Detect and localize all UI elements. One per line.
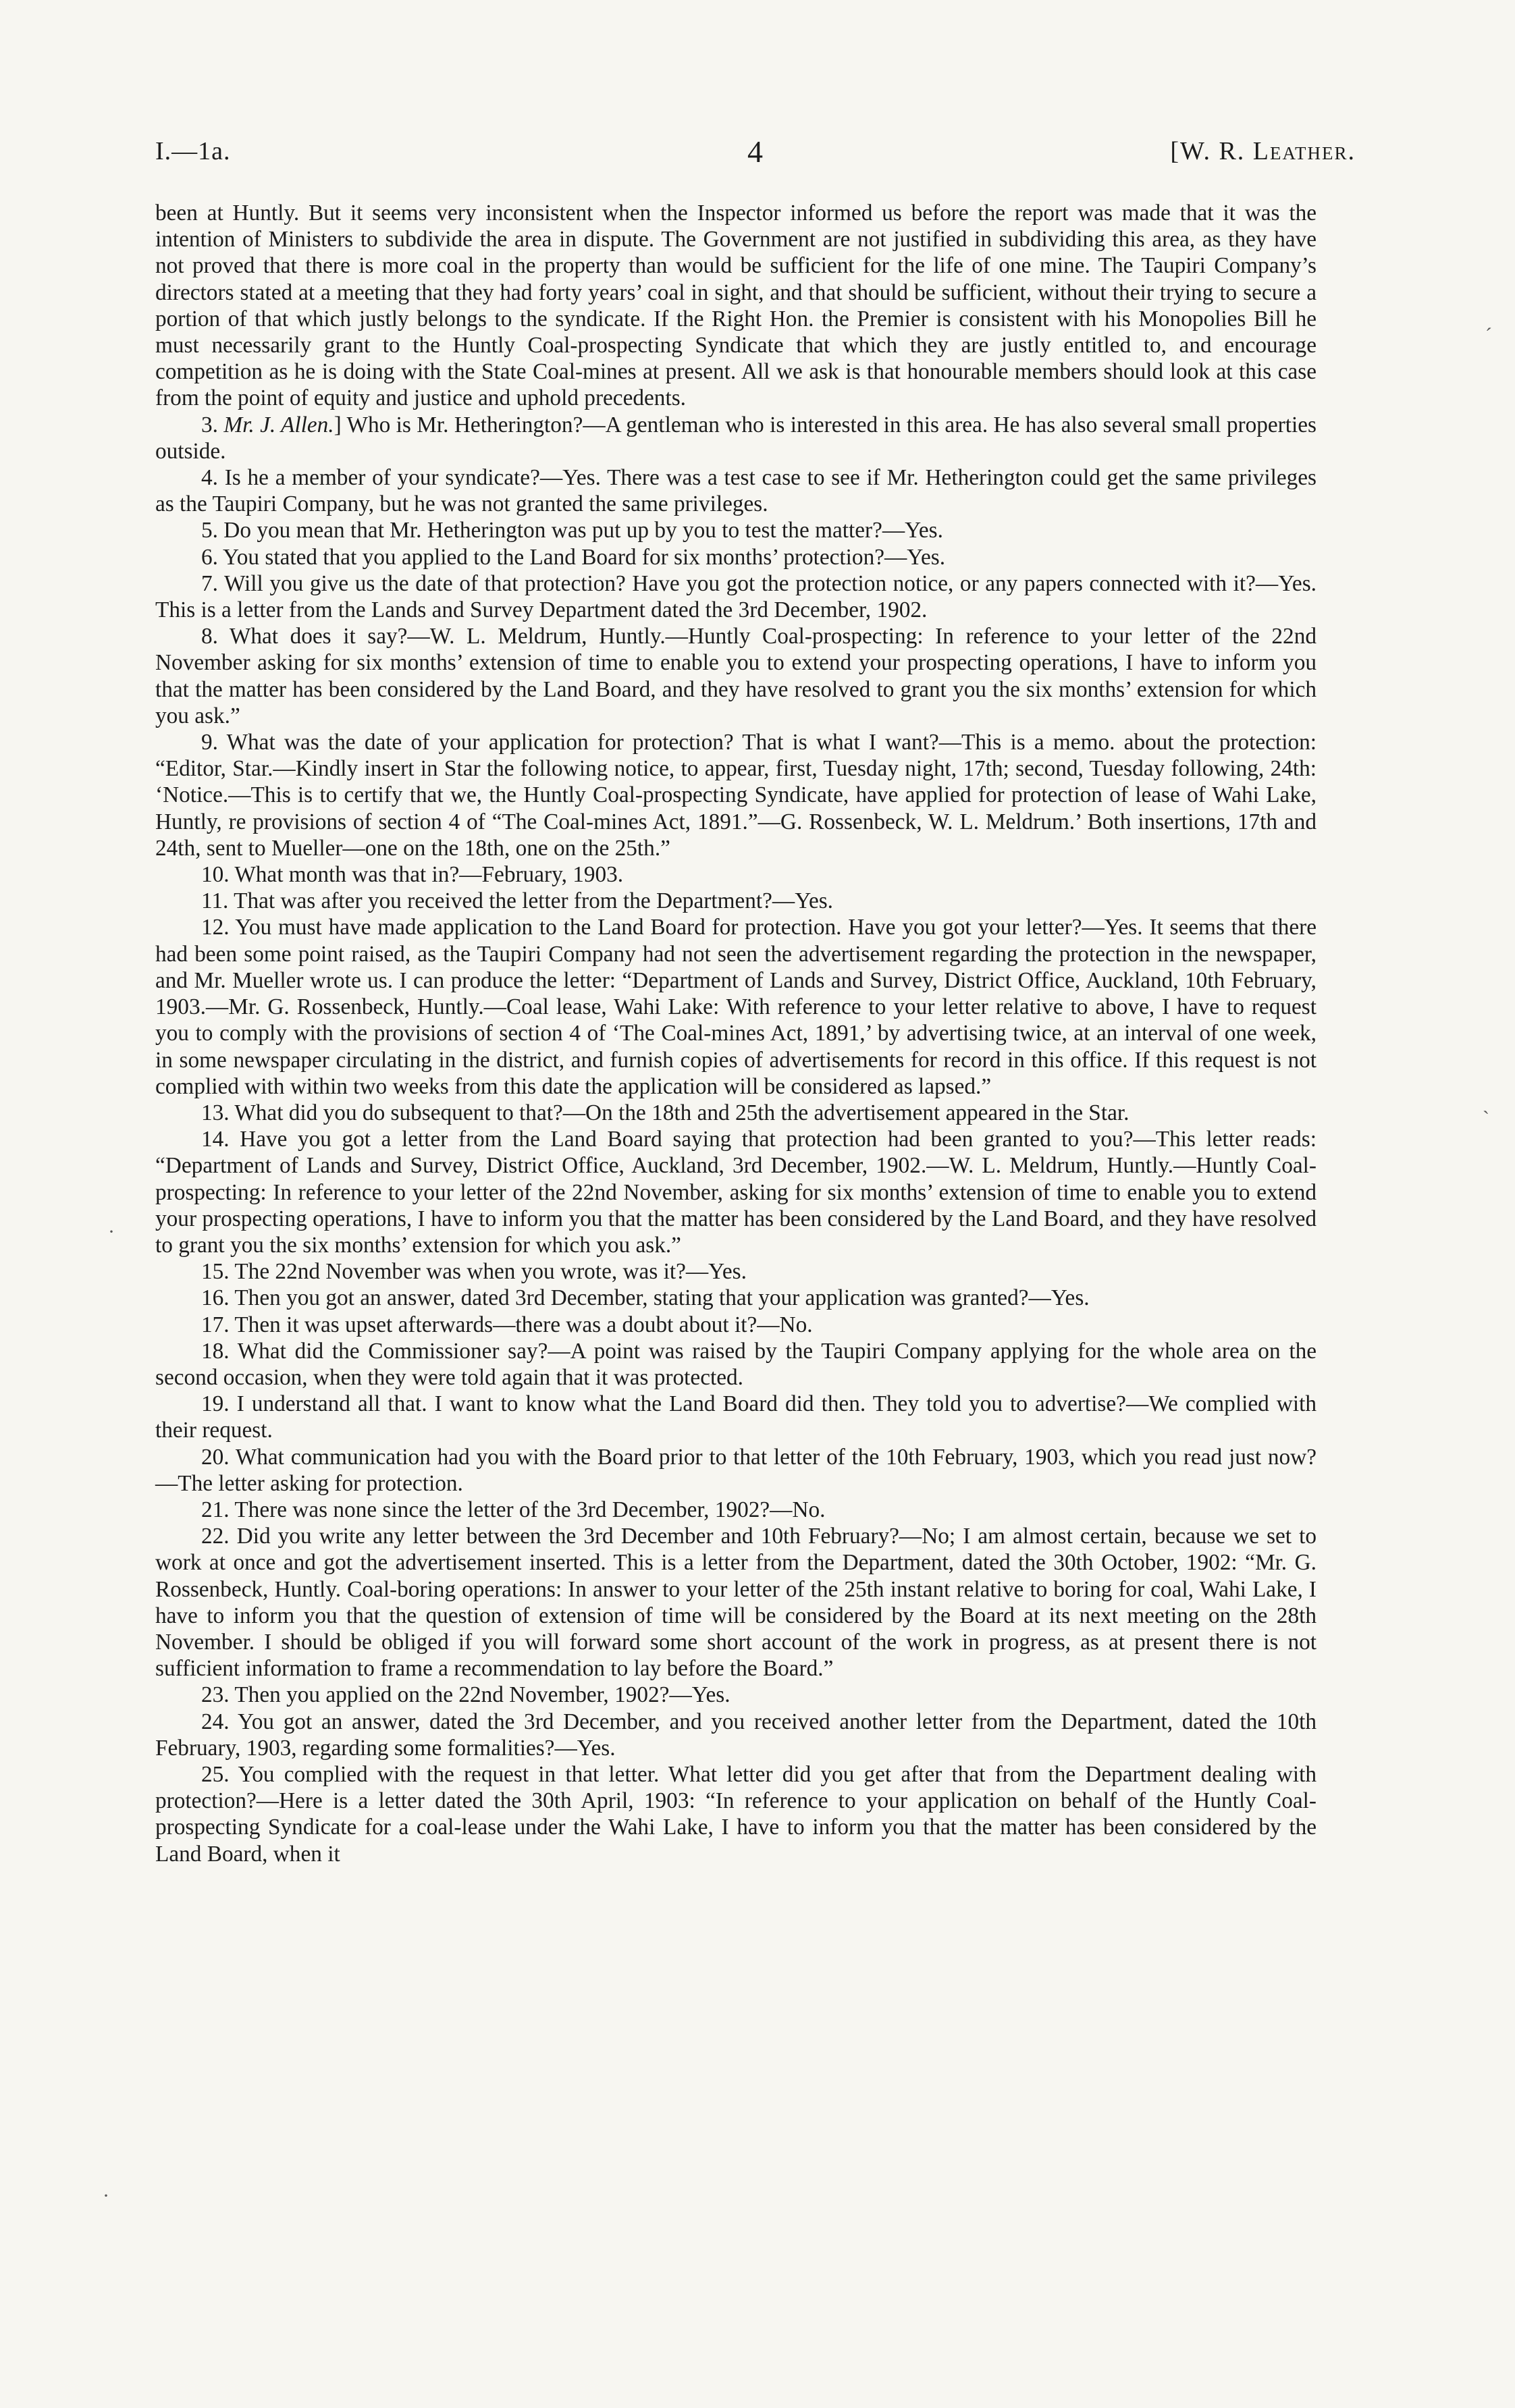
paragraph-9: 9. What was the date of your application for protection? That is what I want?—This is a memo. about the protection: “Editor, Star.—Kindly insert in Star the following notice, to appear, first, Tuesday night, 17th; second, Tuesday following, 24th: ‘Notice.—This is to certify that we, the Huntly Coal-prospecting Syndicate, have applied for protection of lease of Wahi Lake, Huntly, re provisions of section 4 of “The Coal-mines Act, 1891.”—G. Rossenbeck, W. L. Meldrum.’ Both insertions, 17th and 24th, sent to Mueller—one on the 18th, one on the 25th.” <box>155 730 1317 861</box>
paragraph-11: 11. That was after you received the letter from the Department?—Yes. <box>201 888 834 914</box>
page-header <box>155 136 1356 177</box>
speaker-name: Mr. J. Allen. <box>223 412 334 437</box>
paragraph-3 <box>155 412 1317 464</box>
paragraph-0: been at Huntly. But it seems very inconsistent when the Inspector informed us before the report was made that it was the intention of Ministers to subdivide the area in dispute. The Government are not justified in subdividing this area, as they have not proved that there is more coal in the property than would be sufficient for the life of one mine. The Taupiri Company’s directors stated at a meeting that they had forty years’ coal in sight, and that should be sufficient, without their trying to secure a portion of that which justly belongs to the syndicate. If the Right Hon. the Premier is consistent with his Monopolies Bill he must necessarily grant to the Huntly Coal-prospecting Syndicate that which they are justly entitled to, and encourage competition as he is doing with the State Coal-mines at present. All we ask is that honourable members should look at this case from the point of equity and justice and uphold precedents. <box>155 200 1317 411</box>
paragraph-20: 20. What communication had you with the Board prior to that letter of the 10th February, 1903, which you read just now?—The letter asking for protection. <box>155 1444 1317 1496</box>
margin-dot-mark: · <box>103 2185 109 2207</box>
question-number: 3. <box>201 412 224 437</box>
paragraph-5: 5. Do you mean that Mr. Hetherington was put up by you to test the matter?—Yes. <box>201 518 943 543</box>
answer-text: ] Who is Mr. Hetherington?—A gentleman who is interested in this area. He has also several small properties outside. <box>155 412 1317 464</box>
paragraph-16: 16. Then you got an answer, dated 3rd December, stating that your application was granted?—Yes. <box>201 1285 1090 1311</box>
paragraph-15: 15. The 22nd November was when you wrote, was it?—Yes. <box>201 1259 747 1285</box>
margin-tick-mark: ´ <box>1485 324 1492 346</box>
paragraph-6: 6. You stated that you applied to the Land Board for six months’ protection?—Yes. <box>201 544 946 570</box>
witness-name: [W. R. Leather. <box>1170 137 1356 165</box>
paragraph-24: 24. You got an answer, dated the 3rd December, and you received another letter from the Department, dated the 10th February, 1903, regarding some formalities?—Yes. <box>155 1709 1317 1761</box>
paper-reference: I.—1a. <box>155 137 231 165</box>
paragraph-18: 18. What did the Commissioner say?—A point was raised by the Taupiri Company applying for the whole area on the second occasion, when they were told again that it was protected. <box>155 1338 1317 1390</box>
paragraph-17: 17. Then it was upset afterwards—there was a doubt about it?—No. <box>201 1312 813 1337</box>
paragraph-10: 10. What month was that in?—February, 1903. <box>201 862 624 888</box>
paragraph-22: 22. Did you write any letter between the 3rd December and 10th February?—No; I am almost certain, because we set to work at once and got the advertisement inserted. This is a letter from the Department, dated the 30th October, 1902: “Mr. G. Rossenbeck, Huntly. Coal-boring operations: In answer to your letter of the 25th instant relative to boring for coal, Wahi Lake, I have to inform you that the question of extension of time will be considered by the Board at its next meeting on the 28th November. I should be obliged if you will forward some short account of the work in progress, as at present there is not sufficient information to frame a recommendation to lay before the Board.” <box>155 1524 1317 1682</box>
paragraph-12: 12. You must have made application to the Land Board for protection. Have you got your letter?—Yes. It seems that there had been some point raised, as the Taupiri Company had not seen the advertisement regarding the protection in the newspaper, and Mr. Mueller wrote us. I can produce the letter: “Department of Lands and Survey, District Office, Auckland, 10th February, 1903.—Mr. G. Rossenbeck, Huntly.—Coal lease, Wahi Lake: With reference to your letter relative to above, I have to request you to comply with the provisions of section 4 of ‘The Coal-mines Act, 1891,’ by advertising twice, at an interval of one week, in some newspaper circulating in the district, and furnish copies of advertisements for record in this office. If this request is not complied with within two weeks from this date the application will be considered as lapsed.” <box>155 915 1317 1099</box>
margin-dot-mark: · <box>108 1221 115 1243</box>
paragraph-21: 21. There was none since the letter of the 3rd December, 1902?—No. <box>201 1497 826 1522</box>
margin-tick-mark: ` <box>1483 1107 1489 1129</box>
page-body <box>155 200 1317 1867</box>
paragraph-14: 14. Have you got a letter from the Land Board saying that protection had been granted to you?—This letter reads: “Department of Lands and Survey, District Office, Auckland, 3rd December, 1902.—W. L. Meldrum, Huntly.—Huntly Coal-prospecting: In reference to your letter of the 22nd November, asking for six months’ extension of time to enable you to extend your prospecting operations, I have to inform you that the matter has been considered by the Land Board, and they have resolved to grant you the six months’ extension for which you ask.” <box>155 1127 1317 1258</box>
paragraph-19: 19. I understand all that. I want to know what the Land Board did then. They told you to advertise?—We complied with their request. <box>155 1391 1317 1443</box>
paragraph-23: 23. Then you applied on the 22nd November, 1902?—Yes. <box>201 1682 730 1708</box>
page-number: 4 <box>747 134 764 169</box>
paragraph-8: 8. What does it say?—W. L. Meldrum, Huntly.—Huntly Coal-prospecting: In reference to your letter of the 22nd November asking for six months’ extension of time to enable you to extend your prospecting operations, I have to inform you that the matter has been considered by the Land Board, and they have resolved to grant you the six months’ extension for which you ask.” <box>155 624 1317 728</box>
paragraph-4: 4. Is he a member of your syndicate?—Yes. There was a test case to see if Mr. Hetherington could get the same privileges as the Taupiri Company, but he was not granted the same privileges. <box>155 465 1317 517</box>
paragraph-7: 7. Will you give us the date of that protection? Have you got the protection notice, or any papers connected with it?—Yes. This is a letter from the Lands and Survey Department dated the 3rd December, 1902. <box>155 570 1317 623</box>
paragraph-25: 25. You complied with the request in that letter. What letter did you get after that from the Department dealing with protection?—Here is a letter dated the 30th April, 1903: “In reference to your application on behalf of the Huntly Coal-prospecting Syndicate for a coal-lease under the Wahi Lake, I have to inform you that the matter has been considered by the Land Board, when it <box>155 1761 1317 1867</box>
paragraph-13: 13. What did you do subsequent to that?—On the 18th and 25th the advertisement appeared in the Star. <box>201 1100 1129 1125</box>
